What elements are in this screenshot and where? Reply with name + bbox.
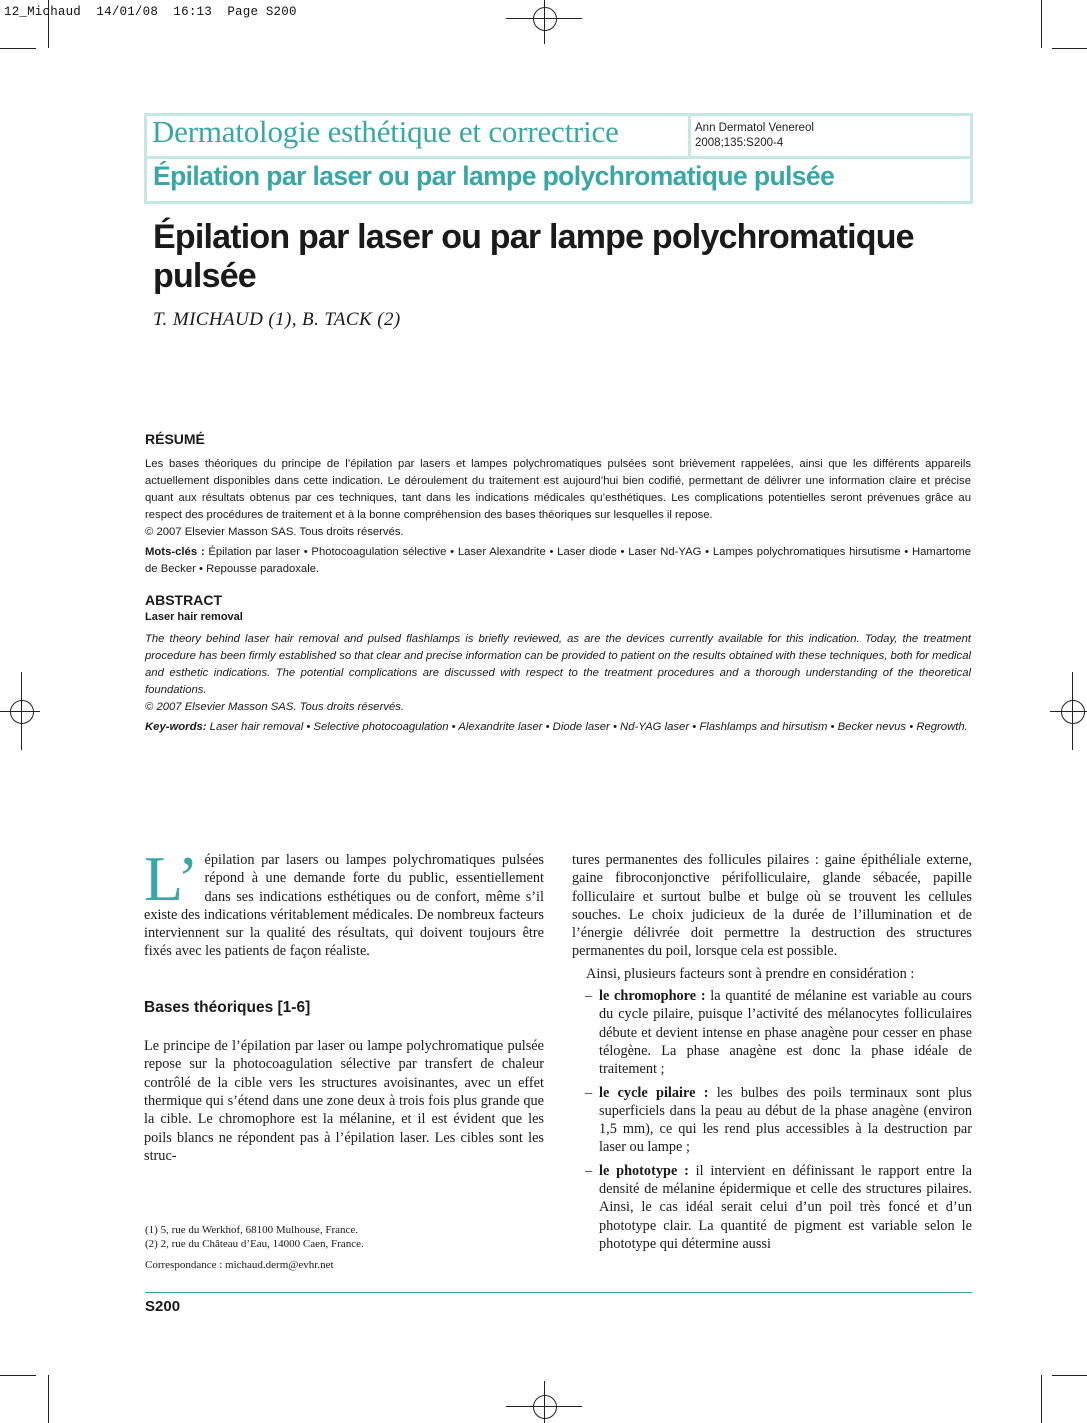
footnote-1: (1) 5, rue du Werkhof, 68100 Mulhouse, France. [145, 1224, 359, 1236]
subsection-title: Épilation par laser ou par lampe polychromatique pulsée [153, 161, 835, 191]
section-title: Dermatologie esthétique et correctrice [152, 114, 619, 149]
factor-text: la quantité de mélanine est variable au cours du cycle pilaire, puisque l’activité des mélanocytes folliculaires débute et devient intense en phase anagène pour cesser en phase télogène. La phase anagène est donc la phase idéale de traitement ; [599, 988, 972, 1078]
drop-cap: L’ [144, 843, 199, 914]
list-item: – le chromophore : la quantité de mélanine est variable au cours du cycle pilaire, puisque l’activité des mélanocytes folliculaires débute et devient intense en phase anagène pour cesser en phase télogène. La phase anagène est donc la phase idéale de traitement ; [585, 988, 972, 1078]
abstract-copyright: © 2007 Elsevier Masson SAS. Tous droits réservés. [145, 701, 405, 713]
section-paragraph: Le principe de l’épilation par laser ou lampe polychromatique pulsée repose sur la photocoagulation sélective par transfert de chaleur contrôlé de la cible vers les structures avoisinantes, avec un effet thermique qui s’étend dans une zone deux à trois fois plus grande que la cible. Le chromophore est la mélanine, et il est évident que les poils blancs ne répondent pas à l’épilation laser. Les cibles sont les struc- [144, 1038, 544, 1164]
print-slug: 12_Michaud 14/01/08 16:13 Page S200 [4, 5, 297, 19]
mots-cles-list: Épilation par laser • Photocoagulation sélective • Laser Alexandrite • Laser diode • Laser Nd-YAG • Lampes polychromatiques hirsutisme • Hamartome de Becker • Repousse paradoxale. [145, 546, 971, 575]
registration-line [506, 1406, 582, 1407]
journal-reference [695, 121, 814, 151]
article-title: Épilation par laser ou par lampe polychromatique pulsée [153, 218, 914, 295]
footer-rule [145, 1292, 972, 1293]
crop-mark [1052, 1375, 1087, 1376]
factor-text: il intervient en définissant le rapport entre la densité de mélanine épidermique et celle des structures pilaires. Ainsi, le cas idéal serait celui d’un poil très foncé et d’un phototype clair. La quantité de pigment est variable selon le phototype qui détermine aussi [599, 1162, 972, 1252]
factor-text: les bulbes des poils terminaux sont plus superficiels dans la peau au début de la phase anagène (environ 1,5 mm), ce qui les rend plus accessibles à la destruction par laser ou lampe ; [599, 1084, 972, 1156]
section-heading: Bases théoriques [1-6] [144, 998, 311, 1016]
journal-volume: 2008;135:S200-4 [695, 137, 784, 149]
correspondance: Correspondance : michaud.derm@evhr.net [145, 1259, 334, 1271]
registration-mark-icon [10, 700, 34, 724]
list-item: – le cycle pilaire : les bulbes des poils terminaux sont plus superficiels dans la peau au début de la phase anagène (environ 1,5 mm), ce qui les rend plus accessibles à la destruction par laser ou lampe ; [585, 1084, 972, 1156]
footnotes [145, 1223, 545, 1251]
intro-paragraph [144, 843, 544, 961]
registration-mark-icon [533, 1395, 557, 1419]
crop-mark [0, 1375, 36, 1376]
journal-name: Ann Dermatol Venereol [695, 122, 814, 134]
factor-term: le cycle pilaire : [599, 1084, 709, 1101]
crop-mark [1052, 48, 1087, 49]
footnote-2: (2) 2, rue du Château d’Eau, 14000 Caen, France. [145, 1238, 364, 1250]
crop-mark [48, 1375, 49, 1423]
intro-text: épilation par lasers ou lampes polychromatiques pulsées répond à une demande forte du public, essentiellement dans ses indications esthétiques ou de confort, même s’il existe des indications véritablement médicales. De nombreux facteurs interviennent sur la qualité des résultats, qui doivent toujours être fixés avec les patients de façon réaliste. [144, 852, 544, 960]
registration-line [544, 1381, 545, 1423]
registration-line [544, 0, 545, 44]
resume-copyright: © 2007 Elsevier Masson SAS. Tous droits réservés. [145, 526, 404, 538]
registration-line [506, 18, 582, 19]
abstract-heading: ABSTRACT [145, 592, 222, 608]
abstract-body: The theory behind laser hair removal and pulsed flashlamps is briefly reviewed, as are the devices currently available for this indication. Today, the treatment procedure has been firmly established so that clear and precise information can be provided to patient on the results obtained with these techniques, both for medical and esthetic indications. The potential complications are discussed with respect to the treatment procedures and a thorough understanding of the theoretical foundations. [145, 633, 971, 696]
list-item: – le phototype : il intervient en définissant le rapport entre la densité de mélanine épidermique et celle des structures pilaires. Ainsi, le cas idéal serait celui d’un poil très foncé et d’un phototype clair. La quantité de pigment est variable selon le phototype qui détermine aussi [585, 1162, 972, 1252]
key-words-label: Key-words: [145, 721, 207, 733]
registration-mark-icon [533, 7, 557, 31]
resume-text [145, 456, 971, 541]
resume-body: Les bases théoriques du principe de l’épilation par lasers et lampes polychromatiques pulsées sont brièvement rappelées, ainsi que les différents appareils actuellement disponibles dans cette indication. Le déroulement du traitement est aujourd’hui bien codifié, permettant de délivrer une information claire et précise quant aux résultats obtenus par ces techniques, tant dans les indications médicales qu’esthétiques. Les complications potentielles seront prévenues grâce au respect des procédures de traitement et à la bonne compréhension des bases théoriques sur lesquelles il repose. [145, 458, 971, 521]
key-words [145, 719, 971, 736]
factor-term: le chromophore : [599, 988, 706, 1005]
registration-mark-icon [1061, 700, 1085, 724]
key-words-list: Laser hair removal • Selective photocoagulation • Alexandrite laser • Diode laser • Nd-YAG laser • Flashlamps and hirsutism • Becker nevus • Regrowth. [209, 721, 968, 733]
mots-cles [145, 544, 971, 578]
crop-mark [1041, 1375, 1042, 1423]
page-number: S200 [145, 1298, 181, 1315]
abstract-text [145, 631, 971, 716]
mots-cles-label: Mots-clés : [145, 546, 205, 558]
authors: T. MICHAUD (1), B. TACK (2) [153, 309, 401, 330]
crop-mark [0, 48, 36, 49]
crop-mark [1041, 0, 1042, 48]
factors-lead: Ainsi, plusieurs facteurs sont à prendre en considération : [586, 965, 915, 982]
body-column-left [144, 843, 544, 1165]
registration-line [1050, 711, 1087, 712]
abstract-subtitle: Laser hair removal [145, 611, 243, 623]
body-column-right [572, 851, 972, 1258]
factors-list [572, 987, 972, 1253]
continued-paragraph: tures permanentes des follicules pilaires : gaine épithéliale externe, gaine fibroconjonctive périfolliculaire, glande sébacée, papille folliculaire et surtout bulbe et bulge où se trouvent les cellules souches. Le choix judicieux de la durée de l’illumination et de l’énergie délivrée doit permettre la destruction des structures permanentes du poil, lorsque cela est possible. [572, 852, 972, 960]
resume-heading: RÉSUMÉ [145, 431, 205, 447]
registration-line [0, 711, 40, 712]
factor-term: le phototype : [599, 1162, 689, 1179]
